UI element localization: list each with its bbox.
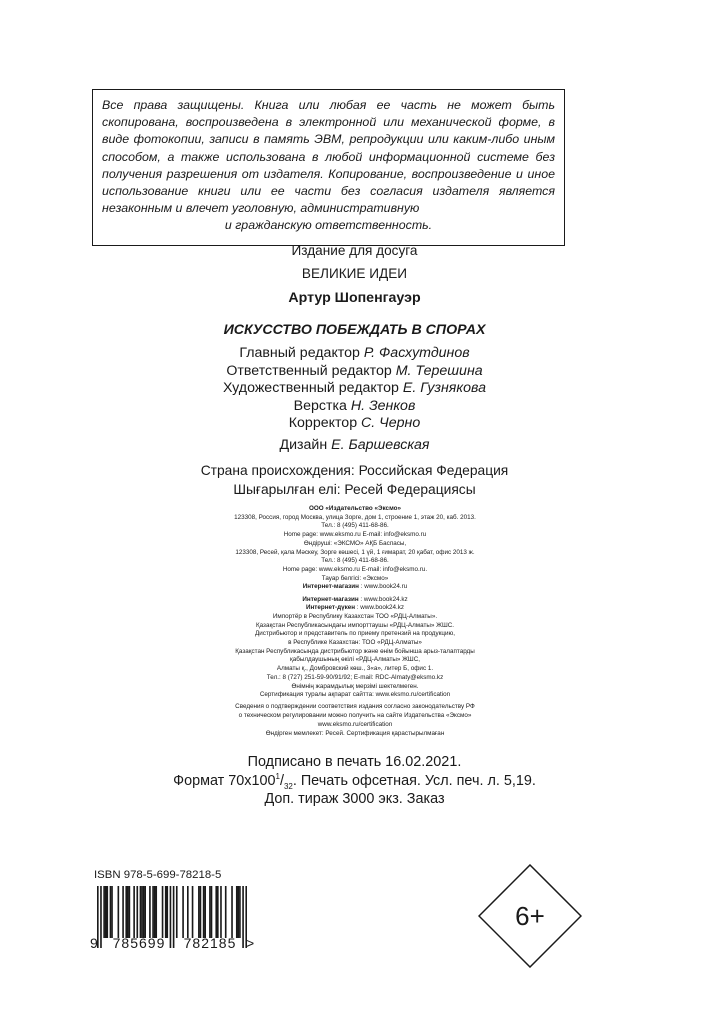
isbn-label: ISBN 978-5-699-78218-5 (94, 869, 222, 881)
barcode-bar (143, 886, 145, 938)
imprint-distributor-kz-2: қабылдаушының өкілі «РДЦ-Алматы» ЖШС, (289, 656, 420, 664)
barcode-bar (122, 886, 124, 938)
barcode-bar (154, 886, 156, 938)
barcode-bar (209, 886, 211, 938)
barcode-bar (187, 886, 189, 938)
rights-notice-text (102, 98, 555, 215)
barcode-bar (192, 886, 194, 938)
print-format: Формат $70x100^1/_{32}$. Печать офсетная. Усл. печ. л. 5,19. (173, 771, 536, 791)
rights-notice-line: и иное использование книги или ее части без согласия издателя (102, 166, 555, 199)
imprint-cert-origin-kz: Өндірген мемлекет: Ресей. Сертификация қарастырылмаған (265, 729, 445, 737)
signed-to-print: Подписано в печать 16.02.2021. (247, 754, 462, 770)
barcode-group-right: 782185 (183, 935, 237, 951)
credit-role: Ответственный редактор (226, 362, 392, 379)
imprint-cert-ru-url: www.eksmo.ru/certification (317, 720, 393, 728)
credit-proofreader (0, 415, 709, 433)
credit-person: Е. Гузнякова (402, 380, 486, 397)
rights-notice-box (92, 89, 565, 246)
barcode-group-left: 785699 (112, 935, 166, 951)
format-sup: 1 (275, 771, 280, 781)
credit-person: Е. Баршевская (331, 437, 430, 453)
credit-role: Художественный редактор (223, 380, 399, 397)
barcode-bar (136, 886, 138, 938)
credit-role: Дизайн (279, 437, 328, 453)
imprint-publisher: ООО «Издательство «Эксмо» (308, 505, 401, 512)
barcode-bar (217, 886, 219, 938)
imprint-cert-ru-1: Сведения о подтверждении соответствия издания согласно законодательству РФ (235, 703, 475, 711)
imprint-shop-kz2 (110, 604, 600, 613)
barcode-digits (90, 935, 254, 951)
barcode-bar (211, 886, 213, 938)
barcode-bar (236, 886, 238, 938)
credit-person: С. Черно (361, 415, 421, 432)
imprint-phone-almaty: Тел.: 8 (727) 251-59-90/91/92; E-mail: RDC-Almaty@eksmo.kz (266, 673, 444, 681)
rights-notice-line: является незаконным и влечет уголовную, административную (102, 184, 555, 216)
country-of-origin (0, 461, 709, 499)
credit-chief-editor (0, 345, 709, 363)
rights-notice-line: в виде фотокопии, записи в память ЭВМ, репродукции или каким-либо (102, 115, 555, 147)
credit-person: М. Терешина (395, 362, 483, 379)
barcode-bar (176, 886, 178, 938)
barcode-bar (125, 886, 127, 938)
imprint-cert-kz: Сертификация туралы ақпарат сайтта: www.eksmo.ru/certification (259, 691, 451, 699)
shop-label: Интернет-дүкен (305, 604, 356, 612)
barcode-bar (215, 886, 217, 938)
barcode-end-mark: > (246, 935, 255, 951)
barcode-bar (238, 886, 240, 938)
format-suffix: . Печать офсетная. Усл. печ. л. 5,19. (292, 772, 536, 789)
barcode-first-digit: 9 (90, 935, 98, 951)
imprint-shop-ru (110, 583, 600, 592)
credit-role: Главный редактор (239, 345, 360, 361)
imprint-distributor-ru-1: Дистрибьютор и представитель по приему претензий на продукцию, (255, 630, 455, 638)
barcode-bar (225, 886, 227, 938)
imprint-web-ru: Home page: www.eksmo.ru E-mail: info@eksmo.ru (283, 531, 427, 539)
shop-label: Интернет-магазин (302, 583, 359, 591)
rights-notice-line: Все права защищены. Книга или любая ее часть не может быть (102, 98, 555, 112)
credit-art-editor (0, 380, 709, 398)
circulation: Доп. тираж 3000 экз. Заказ (264, 791, 445, 808)
rights-notice-last-line: и гражданскую ответственность. (224, 218, 433, 233)
shop-url: : www.book24.kz (355, 604, 405, 612)
rights-notice-line: скопирована, воспроизведена в электронной или механической форме, (102, 115, 549, 130)
origin-kz: Шығарылған елі: Ресей Федерациясы (233, 482, 476, 498)
age-rating-text: 6+ (515, 901, 545, 931)
barcode-bar (200, 886, 202, 938)
shop-label: Интернет-магазин (302, 595, 359, 603)
barcode-bar (144, 886, 146, 938)
barcode-bar (106, 886, 108, 938)
barcode-bar (165, 886, 167, 938)
credits-list (0, 345, 709, 433)
shop-url: : www.book24.kz (358, 595, 408, 603)
barcode-bar (133, 886, 135, 938)
format-prefix: Формат 70x100 (173, 772, 276, 789)
barcode-bar (118, 886, 120, 938)
barcode-bar (220, 886, 222, 938)
imprint-phone-kz: Тел.: 8 (495) 411-68-86. (321, 557, 389, 565)
rights-notice-line: иным способом, а также использована в любой информационной системе (102, 132, 555, 164)
imprint-cert-ru-2: о техническом регулировании можно получить на сайте Издательства «Эксмо» (238, 712, 472, 720)
barcode-bar (182, 886, 184, 938)
publication-details (0, 753, 709, 809)
barcode-bar (129, 886, 131, 938)
imprint-shop-kz (110, 596, 600, 605)
imprint-expiry: Өнімнің жарамдылық мерзімі шектелмеген. (291, 682, 419, 690)
credit-person: Н. Зенков (350, 397, 416, 414)
imprint-address-almaty: Алматы қ., Домбровский көш., 3«а», литер Б, офис 1. (276, 665, 434, 673)
barcode-bar (149, 886, 151, 938)
barcode-bar (105, 886, 107, 938)
barcode-bar (162, 886, 164, 938)
barcode-bar (140, 886, 142, 938)
credit-responsible-editor (0, 363, 709, 381)
credit-layout (0, 398, 709, 416)
imprint-block (110, 505, 600, 738)
author-name: Артур Шопенгауэр (288, 290, 421, 306)
imprint-web-kz: Home page: www.eksmo.ru E-mail: info@eksmo.ru. (282, 565, 428, 573)
barcode-bar (152, 886, 154, 938)
credit-role: Верстка (293, 397, 347, 414)
barcode-bar (155, 886, 157, 938)
series-name: ВЕЛИКИЕ ИДЕИ (301, 266, 408, 281)
imprint-address-kz: 123308, Ресей, қала Мәскеу, Зорге көшесі, 1 үй, 1 ғимарат, 20 қабат, офис 2013 ж. (235, 548, 475, 556)
edition-type: Издание для досуга (291, 243, 418, 258)
barcode-bar (103, 886, 105, 938)
barcode-bar (127, 886, 129, 938)
barcode-bar (239, 886, 241, 938)
imprint-phone-ru: Тел.: 8 (495) 411-68-86. (321, 522, 389, 530)
barcode-bar (203, 886, 205, 938)
credit-person: Р. Фасхутдинов (363, 345, 470, 361)
barcode-bar (166, 886, 168, 938)
imprint-distributor-ru-2: в Республике Казахстан: ТОО «РДЦ-Алматы» (288, 639, 422, 647)
imprint-address-ru: 123308, Россия, город Москва, улица Зорге, дом 1, строение 1, этаж 20, каб. 2013. (234, 513, 476, 521)
imprint-importer-kz: Қазақстан Республикасындағы импорттаушы «РДЦ-Алматы» ЖШС. (255, 621, 455, 629)
origin-ru: Страна происхождения: Российская Федерация (200, 463, 509, 478)
imprint-importer-ru: Импортёр в Республику Казахстан ТОО «РДЦ-Алматы». (272, 612, 438, 620)
shop-url: : www.book24.ru (358, 583, 408, 591)
rights-notice-line: без получения разрешения от издателя. Копирование, воспроизведение (102, 149, 555, 181)
credit-design (0, 437, 709, 453)
barcode-bar (110, 886, 112, 938)
barcode-bar (111, 886, 113, 938)
barcode-bar (141, 886, 143, 938)
imprint-distributor-kz-1: Қазақстан Республикасында дистрибьютор және өнім бойынша арыз-талаптарды (235, 647, 475, 655)
credit-role: Корректор (288, 415, 358, 432)
barcode-bar (204, 886, 206, 938)
barcode-bar (231, 886, 233, 938)
format-sub: 32 (283, 781, 293, 791)
imprint-publisher-kz: Өндіруші: «ЭКСМО» АҚБ Баспасы, (303, 539, 407, 547)
barcode-bar (198, 886, 200, 938)
imprint-trademark: Тауар белгісі: «Эксмо» (321, 574, 389, 582)
age-rating-badge (478, 864, 582, 968)
book-title: ИСКУССТВО ПОБЕЖДАТЬ В СПОРАХ (223, 322, 486, 338)
